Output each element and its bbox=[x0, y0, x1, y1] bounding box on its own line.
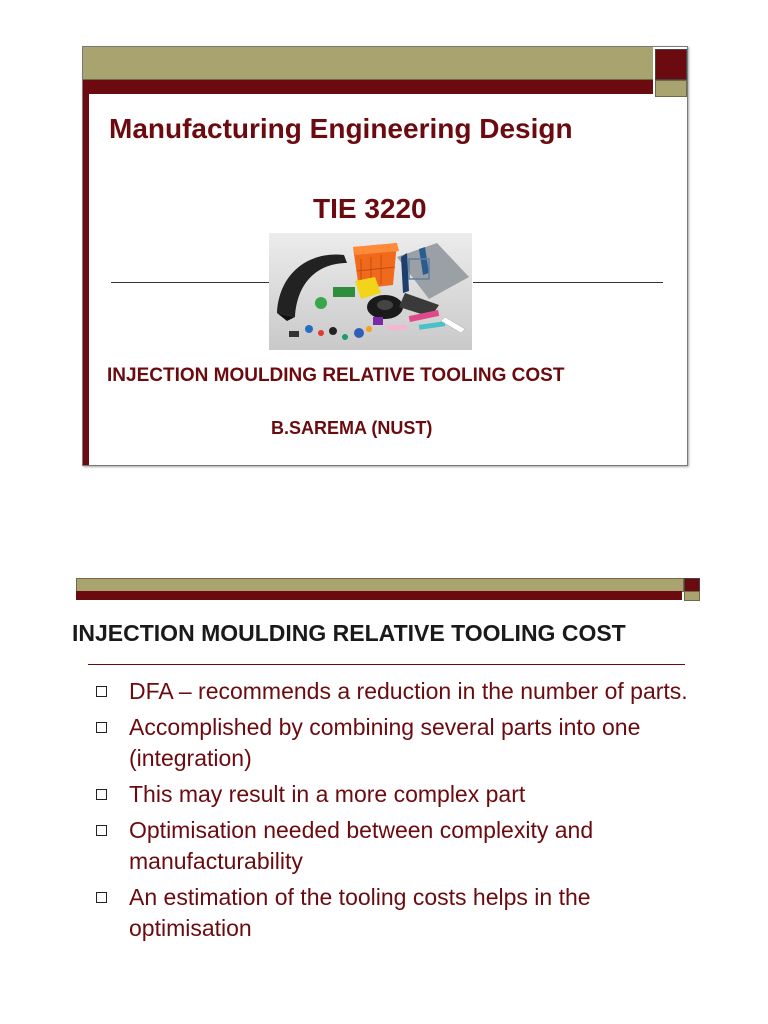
list-item-text: Accomplished by combining several parts into one (integration) bbox=[129, 714, 641, 771]
header-maroon-bar bbox=[76, 591, 682, 600]
list-item-text: Optimisation needed between complexity and manufacturability bbox=[129, 817, 594, 874]
slide-heading: INJECTION MOULDING RELATIVE TOOLING COST bbox=[72, 620, 626, 646]
slide-subtitle: INJECTION MOULDING RELATIVE TOOLING COST bbox=[107, 365, 565, 386]
corner-maroon-square bbox=[684, 578, 700, 592]
list-item bbox=[94, 882, 694, 944]
author-line: B.SAREMA (NUST) bbox=[271, 418, 433, 438]
divider-line-right bbox=[473, 282, 663, 283]
list-item-text: DFA – recommends a reduction in the number of parts. bbox=[129, 678, 688, 704]
list-item bbox=[94, 779, 694, 810]
corner-maroon-square bbox=[655, 49, 687, 80]
list-item bbox=[94, 712, 694, 774]
header-maroon-bar bbox=[83, 80, 653, 94]
list-item-text: An estimation of the tooling costs helps in the optimisation bbox=[129, 884, 591, 941]
hollow-square-bullet-icon bbox=[96, 825, 107, 836]
slide-title: Manufacturing Engineering Design bbox=[109, 113, 573, 144]
corner-olive-square bbox=[655, 80, 687, 97]
hollow-square-bullet-icon bbox=[96, 686, 107, 697]
corner-olive-square bbox=[684, 591, 700, 601]
heading-underline bbox=[88, 664, 685, 665]
hollow-square-bullet-icon bbox=[96, 722, 107, 733]
header-olive-bar bbox=[76, 578, 684, 592]
header-olive-bar bbox=[83, 47, 653, 80]
left-maroon-rule bbox=[83, 94, 89, 465]
moulded-parts-photo bbox=[269, 233, 472, 350]
hollow-square-bullet-icon bbox=[96, 789, 107, 800]
list-item bbox=[94, 676, 694, 707]
bullet-list bbox=[94, 676, 694, 949]
divider-line-left bbox=[111, 282, 269, 283]
hollow-square-bullet-icon bbox=[96, 892, 107, 903]
list-item-text: This may result in a more complex part bbox=[129, 781, 526, 807]
list-item bbox=[94, 815, 694, 877]
course-code: TIE 3220 bbox=[313, 193, 427, 224]
title-slide bbox=[82, 46, 688, 466]
